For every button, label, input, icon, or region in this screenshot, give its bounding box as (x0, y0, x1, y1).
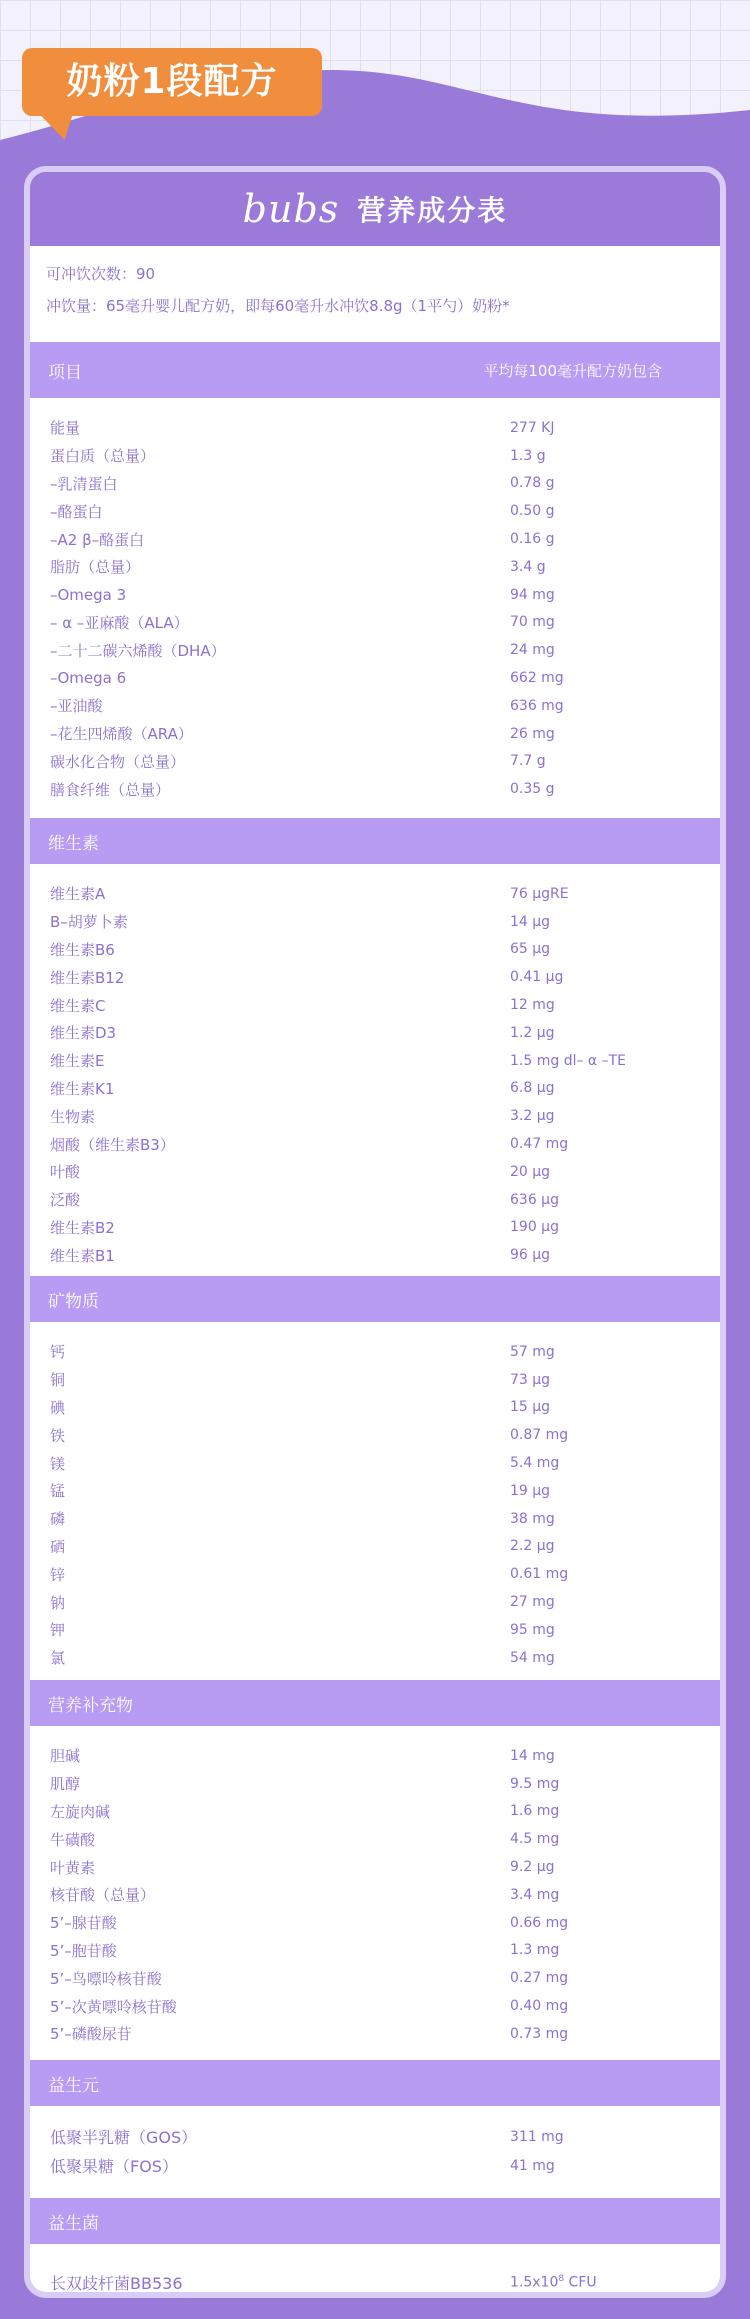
nutrient-name: 低聚果糖（FOS） (50, 2157, 178, 2176)
list-item (30, 936, 720, 964)
list-item (30, 1533, 720, 1561)
nutrient-value: 190 μg (510, 1219, 559, 1236)
nutrient-name: 维生素B2 (50, 1218, 115, 1237)
nutrient-name: –Omega 6 (50, 669, 127, 688)
nutrient-value: 0.73 mg (510, 2025, 569, 2042)
nutrient-value: 65 μg (510, 941, 551, 958)
section-prebiotics (30, 2060, 720, 2106)
list-item (30, 991, 720, 1019)
serving-count: 可冲饮次数：90 (46, 265, 156, 283)
nutrient-value: 0.35 g (510, 781, 555, 798)
list-item (30, 581, 720, 609)
nutrient-value: 0.87 mg (510, 1427, 569, 1444)
nutrient-name: –亚油酸 (50, 697, 103, 716)
nutrient-value: 636 mg (510, 697, 564, 714)
nutrient-value: 0.61 mg (510, 1566, 569, 1583)
list-item (30, 1366, 720, 1394)
list-item (30, 692, 720, 720)
nutrient-value: 7.7 g (510, 753, 546, 770)
nutrient-name: 维生素C (50, 996, 106, 1015)
nutrient-name: 核苷酸（总量） (50, 1886, 156, 1905)
nutrient-value: 41 mg (510, 2157, 555, 2174)
list-item (30, 963, 720, 991)
nutrient-name: –二十二碳六烯酸（DHA） (50, 641, 226, 660)
nutrient-name: –乳清蛋白 (50, 474, 118, 493)
nutrient-name: 维生素E (50, 1052, 105, 1071)
list-item (30, 1937, 720, 1965)
nutrient-name: 5’–胞苷酸 (50, 1941, 117, 1960)
list-item (30, 2122, 720, 2151)
list-item (30, 880, 720, 908)
nutrient-value: 277 KJ (510, 419, 555, 436)
nutrient-value: 1.3 g (510, 447, 546, 464)
nutrient-value: 94 mg (510, 586, 555, 603)
nutrient-value: 3.2 μg (510, 1108, 555, 1125)
nutrient-value: 95 mg (510, 1621, 555, 1638)
list-item (30, 1019, 720, 1047)
nutrient-name: 5’–腺苷酸 (50, 1914, 117, 1933)
section-title: 益生菌 (48, 2213, 99, 2234)
list-item (30, 1616, 720, 1644)
nutrient-name: 牛磺酸 (50, 1830, 96, 1849)
nutrient-name: 5’–鸟嘌呤核苷酸 (50, 1969, 162, 1988)
nutrient-name: –花生四烯酸（ARA） (50, 725, 193, 744)
nutrient-name: Β–胡萝卜素 (50, 913, 128, 932)
table-header (30, 342, 720, 398)
card-title: 营养成分表 (357, 194, 508, 227)
nutrient-name: 烟酸（维生素B3） (50, 1135, 175, 1154)
nutrient-name: 低聚半乳糖（GOS） (50, 2128, 198, 2147)
nutrient-name: 5’–磷酸尿苷 (50, 2025, 132, 2044)
bubs-logo: bubs (242, 187, 340, 231)
nutrient-value: 70 mg (510, 614, 555, 631)
list-item (30, 1047, 720, 1075)
serving-description: 冲饮量：65毫升婴儿配方奶，即每60毫升水冲饮8.8g（1平勺）奶粉* (46, 297, 510, 315)
section-title: 益生元 (48, 2075, 99, 2096)
nutrient-name: 维生素B12 (50, 968, 125, 987)
list-item (30, 2268, 720, 2297)
list-item (30, 1770, 720, 1798)
nutrient-name: 锌 (50, 1565, 66, 1584)
list-item (30, 1853, 720, 1881)
nutrient-value: 57 mg (510, 1343, 555, 1360)
nutrient-value: 38 mg (510, 1510, 555, 1527)
nutrient-value: 311 mg (510, 2128, 564, 2145)
list-item (30, 1964, 720, 1992)
list-item (30, 1130, 720, 1158)
nutrient-value: 26 mg (510, 725, 555, 742)
nutrient-value: 73 μg (510, 1371, 551, 1388)
nutrient-value: 12 mg (510, 997, 555, 1014)
nutrient-name: 铜 (50, 1371, 66, 1390)
list-item (30, 720, 720, 748)
section-title: 矿物质 (48, 1291, 99, 1312)
formula-stage-badge: 奶粉1段配方 (22, 48, 322, 116)
nutrient-name: 叶黄素 (50, 1858, 96, 1877)
nutrient-value: 1.3 mg (510, 1942, 560, 1959)
nutrient-name: –A2 β–酪蛋白 (50, 530, 145, 549)
nutrient-name: 硒 (50, 1537, 66, 1556)
list-item (30, 1477, 720, 1505)
nutrient-value: 24 mg (510, 642, 555, 659)
minerals-list (30, 1322, 720, 1680)
list-item (30, 497, 720, 525)
nutrient-name: – α –亚麻酸（ALA） (50, 613, 189, 632)
nutrient-name: 碘 (50, 1398, 66, 1417)
nutrient-name: 胆碱 (50, 1747, 81, 1766)
section-title: 维生素 (48, 833, 99, 854)
nutrient-value: 3.4 g (510, 558, 546, 575)
nutrient-value: 0.27 mg (510, 1970, 569, 1987)
nutrient-name: 脂肪（总量） (50, 558, 141, 577)
list-item (30, 1394, 720, 1422)
nutrient-value: 1.2 μg (510, 1024, 555, 1041)
nutrient-name: 维生素B1 (50, 1246, 115, 1265)
list-item (30, 1742, 720, 1770)
list-item (30, 1798, 720, 1826)
list-item (30, 1505, 720, 1533)
section-title: 营养补充物 (48, 1695, 133, 1716)
list-item (30, 1449, 720, 1477)
nutrient-value: 0.50 g (510, 503, 555, 520)
nutrient-value: 0.41 μg (510, 969, 564, 986)
list-item (30, 1075, 720, 1103)
nutrient-name: 维生素K1 (50, 1079, 115, 1098)
nutrient-name: 氯 (50, 1649, 66, 1668)
list-item (30, 1644, 720, 1672)
list-item (30, 2020, 720, 2048)
section-probiotics (30, 2198, 720, 2244)
nutrient-value: 20 μg (510, 1163, 551, 1180)
list-item (30, 414, 720, 442)
list-item (30, 1881, 720, 1909)
nutrient-value: 19 μg (510, 1482, 551, 1499)
nutrient-value: 0.78 g (510, 475, 555, 492)
probiotics-list (30, 2244, 720, 2298)
nutrient-value: 96 μg (510, 1247, 551, 1264)
nutrient-value: 27 mg (510, 1594, 555, 1611)
nutrient-name: 膳食纤维（总量） (50, 780, 171, 799)
list-item (30, 1909, 720, 1937)
nutrient-name: 能量 (50, 419, 81, 438)
nutrient-name: 锰 (50, 1482, 66, 1501)
nutrient-value: 54 mg (510, 1649, 555, 1666)
nutrient-value: 636 μg (510, 1191, 559, 1208)
serving-info (30, 246, 720, 342)
prebiotics-list (30, 2106, 720, 2198)
nutrient-name: 钙 (50, 1343, 66, 1362)
list-item (30, 1186, 720, 1214)
list-item (30, 609, 720, 637)
list-item (30, 1158, 720, 1186)
list-item (30, 2151, 720, 2180)
nutrient-value: 0.47 mg (510, 1136, 569, 1153)
list-item (30, 1588, 720, 1616)
nutrient-value: 2.2 μg (510, 1538, 555, 1555)
nutrient-name: 磷 (50, 1510, 66, 1529)
list-item (30, 775, 720, 803)
list-item (30, 748, 720, 776)
nutrient-value: 15 μg (510, 1399, 551, 1416)
nutrient-value: 14 μg (510, 913, 551, 930)
basic-nutrients-list (30, 398, 720, 818)
nutrient-value: 14 mg (510, 1747, 555, 1764)
column-item-label: 项目 (48, 362, 82, 383)
nutrient-name: 蛋白质（总量） (50, 447, 156, 466)
nutrient-name: 碳水化合物（总量） (50, 752, 186, 771)
column-amount-label: 平均每100毫升配方奶包含 (483, 361, 662, 380)
list-item (30, 1338, 720, 1366)
list-item (30, 908, 720, 936)
nutrient-value: 5.4 mg (510, 1455, 560, 1472)
list-item (30, 1825, 720, 1853)
nutrient-name: 维生素D3 (50, 1024, 117, 1043)
nutrient-name: 肌醇 (50, 1775, 81, 1794)
section-supplements (30, 1680, 720, 1726)
nutrient-name: 铁 (50, 1426, 66, 1445)
nutrient-value: 9.2 μg (510, 1859, 555, 1876)
nutrient-value: 662 mg (510, 670, 564, 687)
nutrient-value: 0.40 mg (510, 1998, 569, 2015)
nutrient-value: 0.16 g (510, 531, 555, 548)
nutrient-name: 左旋肉碱 (50, 1802, 111, 1821)
list-item (30, 1241, 720, 1269)
nutrient-name: 生物素 (50, 1107, 96, 1126)
nutrient-name: 维生素A (50, 885, 106, 904)
nutrient-value: 9.5 mg (510, 1775, 560, 1792)
list-item (30, 525, 720, 553)
nutrient-name: 5’–次黄嘌呤核苷酸 (50, 1997, 177, 2016)
nutrient-value: $1.5x10^8$ CFU (510, 2274, 597, 2291)
nutrient-value: 3.4 mg (510, 1886, 560, 1903)
section-vitamins (30, 818, 720, 864)
list-item (30, 470, 720, 498)
nutrient-name: –Omega 3 (50, 585, 127, 604)
list-item (30, 664, 720, 692)
list-item (30, 1560, 720, 1588)
section-minerals (30, 1276, 720, 1322)
nutrient-name: 钠 (50, 1593, 66, 1612)
nutrient-value: 1.6 mg (510, 1803, 560, 1820)
list-item (30, 1102, 720, 1130)
nutrient-value: 76 μgRE (510, 885, 569, 902)
nutrient-value: 0.66 mg (510, 1914, 569, 1931)
list-item (30, 1214, 720, 1242)
nutrient-name: 镁 (50, 1454, 66, 1473)
nutrient-name: 叶酸 (50, 1163, 81, 1182)
vitamins-list (30, 864, 720, 1276)
nutrient-name: 钾 (50, 1621, 66, 1640)
list-item (30, 636, 720, 664)
nutrition-card (24, 166, 726, 2298)
card-header (30, 172, 720, 246)
nutrient-value: 1.5 mg dl– α –TE (510, 1052, 626, 1069)
list-item (30, 442, 720, 470)
list-item (30, 1992, 720, 2020)
nutrient-name: 泛酸 (50, 1191, 81, 1210)
nutrient-name: 维生素B6 (50, 940, 115, 959)
nutrient-name: –酪蛋白 (50, 502, 103, 521)
list-item (30, 553, 720, 581)
nutrient-value: 4.5 mg (510, 1831, 560, 1848)
nutrient-value: 6.8 μg (510, 1080, 555, 1097)
supplements-list (30, 1726, 720, 2060)
nutrient-name: 长双歧杆菌BB536 (50, 2274, 183, 2293)
list-item (30, 1421, 720, 1449)
